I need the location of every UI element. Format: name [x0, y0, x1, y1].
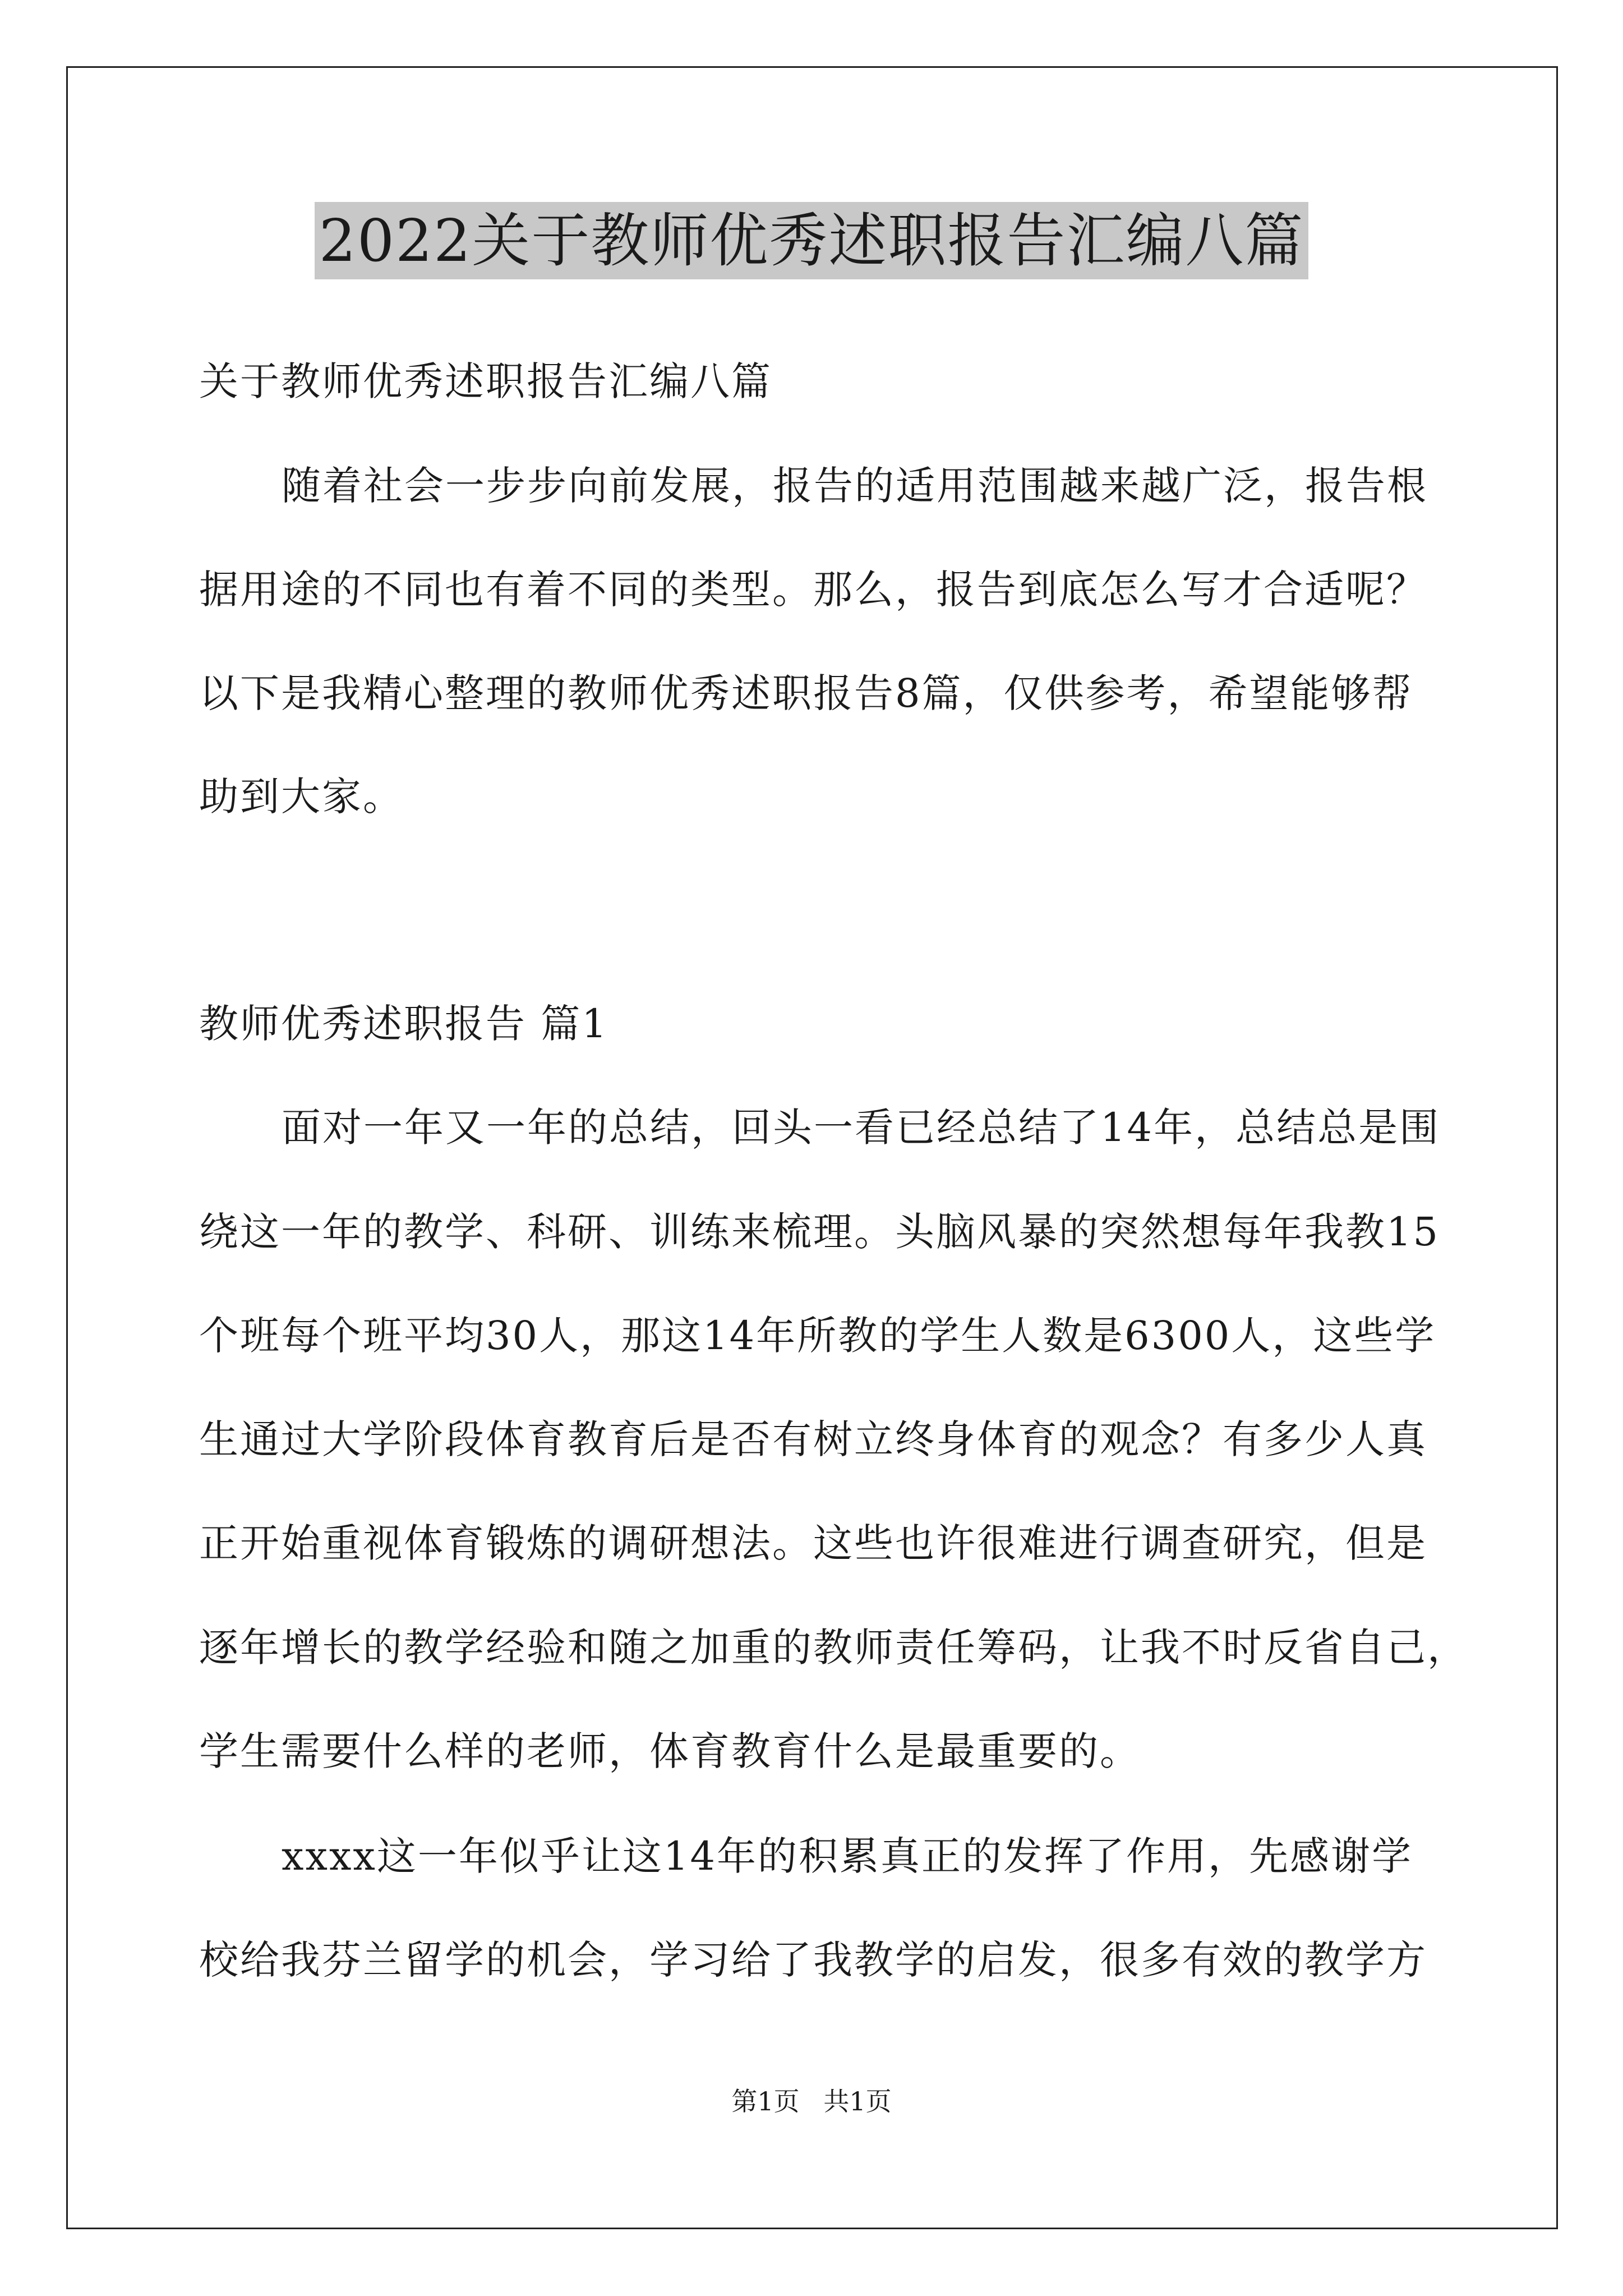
- paragraph-line: 助到大家。: [199, 774, 404, 820]
- subtitle-line: 关于教师优秀述职报告汇编八篇: [199, 358, 772, 404]
- paragraph-line: 据用途的不同也有着不同的类型。那么，报告到底怎么写才合适呢？: [199, 567, 1427, 613]
- page-total: 共1页: [823, 2086, 892, 2116]
- paragraph-line: 面对一年又一年的总结，回头一看已经总结了14年，总结总是围: [282, 1105, 1441, 1151]
- paragraph-line: 正开始重视体育锻炼的调研想法。这些也许很难进行调查研究，但是: [199, 1520, 1427, 1566]
- paragraph-line: 学生需要什么样的老师，体育教育什么是最重要的。: [199, 1728, 1141, 1774]
- paragraph-line: 校给我芬兰留学的机会，学习给了我教学的启发，很多有效的教学方: [199, 1937, 1427, 1983]
- section-heading: 教师优秀述职报告 篇1: [199, 1001, 608, 1047]
- title-area: [0, 202, 1623, 279]
- document-title: 2022关于教师优秀述职报告汇编八篇: [315, 202, 1309, 279]
- page-footer: [0, 2085, 1623, 2118]
- paragraph-line: 随着社会一步步向前发展，报告的适用范围越来越广泛，报告根: [282, 463, 1428, 509]
- paragraph-line: 以下是我精心整理的教师优秀述职报告8篇，仅供参考，希望能够帮: [199, 670, 1413, 716]
- page-number: 第1页: [731, 2086, 800, 2116]
- paragraph-line: 逐年增长的教学经验和随之加重的教师责任筹码，让我不时反省自己，: [199, 1625, 1468, 1671]
- paragraph-line: xxxx这一年似乎让这14年的积累真正的发挥了作用，先感谢学: [282, 1833, 1413, 1879]
- paragraph-line: 生通过大学阶段体育教育后是否有树立终身体育的观念？有多少人真: [199, 1416, 1427, 1462]
- paragraph-line: 个班每个班平均30人，那这14年所教的学生人数是6300人，这些学: [199, 1313, 1436, 1359]
- paragraph-line: 绕这一年的教学、科研、训练来梳理。头脑风暴的突然想每年我教15: [199, 1209, 1440, 1255]
